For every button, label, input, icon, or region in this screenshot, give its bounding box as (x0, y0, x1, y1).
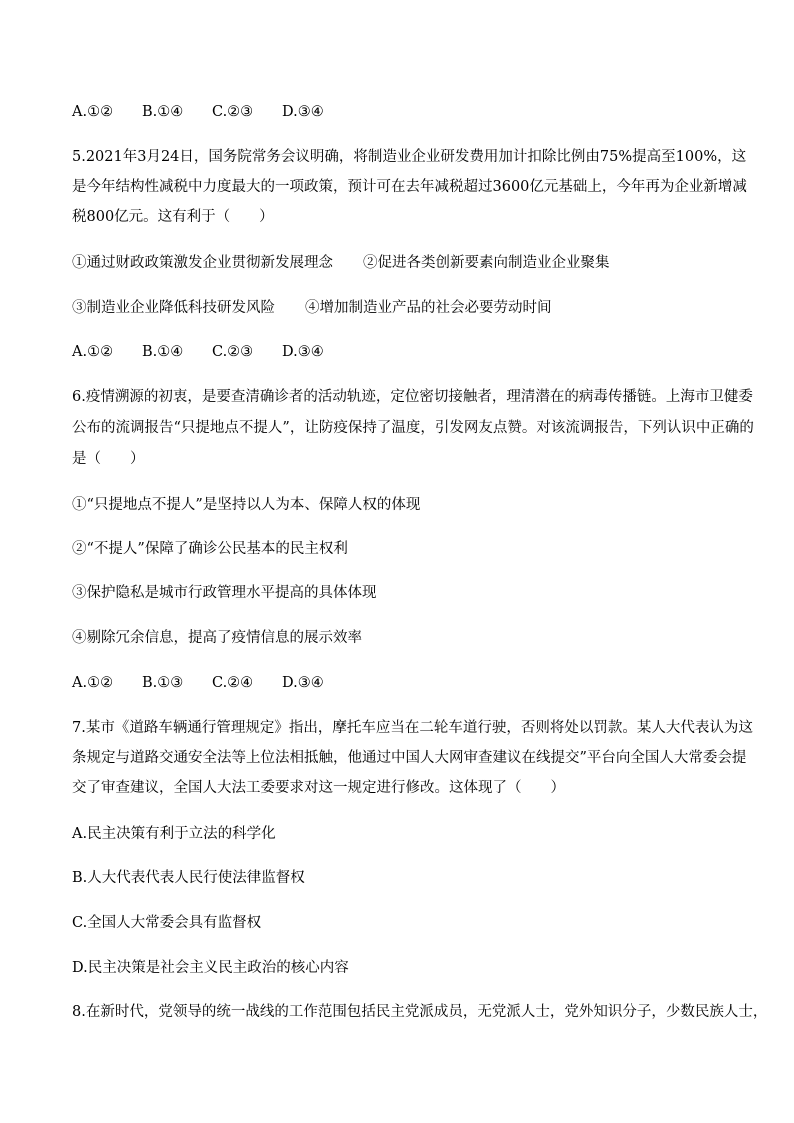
q5-items-row-1 (72, 253, 724, 273)
q6-option-a: A.①② (72, 675, 114, 691)
q5-option-c: C.②③ (212, 344, 254, 360)
q7-stem-line-3: 交了审查建议，全国人大法工委要求对这一规定进行修改。这体现了（ ） (72, 780, 565, 796)
q5-stem-line-1: 5.2021年3月24日，国务院常务会议明确，将制造业企业研发费用加计扣除比例由75%提高至100%，这 (72, 149, 747, 165)
q5-option-b: B.①④ (142, 344, 184, 360)
q4-option-a: A.①② (72, 104, 114, 120)
q7-choice-a: A.民主决策有利于立法的科学化 (72, 826, 276, 842)
q4-option-c: C.②③ (212, 104, 254, 120)
q6-option-d: D.③④ (282, 675, 324, 691)
q4-option-d: D.③④ (282, 104, 324, 120)
q6-item-2: ②“不提人”保障了确诊公民基本的民主权利 (72, 541, 348, 557)
q4-options (72, 102, 724, 122)
q6-item-4: ④剔除冗余信息，提高了疫情信息的展示效率 (72, 630, 362, 646)
q5-item-3: ③制造业企业降低科技研发风险 (72, 300, 275, 316)
q6-item-3: ③保护隐私是城市行政管理水平提高的具体体现 (72, 585, 377, 601)
q6-options (72, 673, 724, 693)
q5-option-a: A.①② (72, 344, 114, 360)
q7-stem-line-2: 条规定与道路交通安全法等上位法相抵触，他通过中国人大网审查建议在线提交”平台向全国人大常委会提 (72, 750, 747, 766)
q6-stem-line-3: 是（ ） (72, 451, 145, 467)
q5-options (72, 342, 724, 362)
q5-item-2: ②促进各类创新要素向制造业企业聚集 (363, 255, 610, 271)
q5-items-row-2 (72, 298, 724, 318)
q7-stem-line-1: 7.某市《道路车辆通行管理规定》指出，摩托车应当在二轮车道行驶，否则将处以罚款。某人大代表认为这 (72, 720, 753, 736)
q5-option-d: D.③④ (282, 344, 324, 360)
q8-stem-line-1: 8.在新时代，党领导的统一战线的工作范围包括民主党派成员，无党派人士，党外知识分子，少数民族人士， (72, 1004, 768, 1020)
q6-item-1: ①“只提地点不提人”是坚持以人为本、保障人权的体现 (72, 497, 421, 513)
q5-item-4: ④增加制造业产品的社会必要劳动时间 (305, 300, 552, 316)
q6-option-c: C.②④ (212, 675, 254, 691)
q6-option-b: B.①③ (142, 675, 184, 691)
q5-stem-line-2: 是今年结构性减税中力度最大的一项政策，预计可在去年减税超过3600亿元基础上，今年再为企业新增减 (72, 179, 747, 195)
q4-option-b: B.①④ (142, 104, 184, 120)
q7-choice-d: D.民主决策是社会主义民主政治的核心内容 (72, 960, 349, 976)
q5-item-1: ①通过财政政策激发企业贯彻新发展理念 (72, 255, 333, 271)
q5-stem-line-3: 税800亿元。这有利于（ ） (72, 209, 274, 225)
q6-stem-line-1: 6.疫情溯源的初衷，是要查清确诊者的活动轨迹，定位密切接触者，理清潜在的病毒传播链。上海市卫健委 (72, 389, 753, 405)
q7-choice-c: C.全国人大常委会具有监督权 (72, 915, 262, 931)
q6-stem-line-2: 公布的流调报告“只提地点不提人”，让防疫保持了温度，引发网友点赞。对该流调报告，下列认识中正确的 (72, 420, 754, 436)
q7-choice-b: B.人大代表代表人民行使法律监督权 (72, 870, 305, 886)
